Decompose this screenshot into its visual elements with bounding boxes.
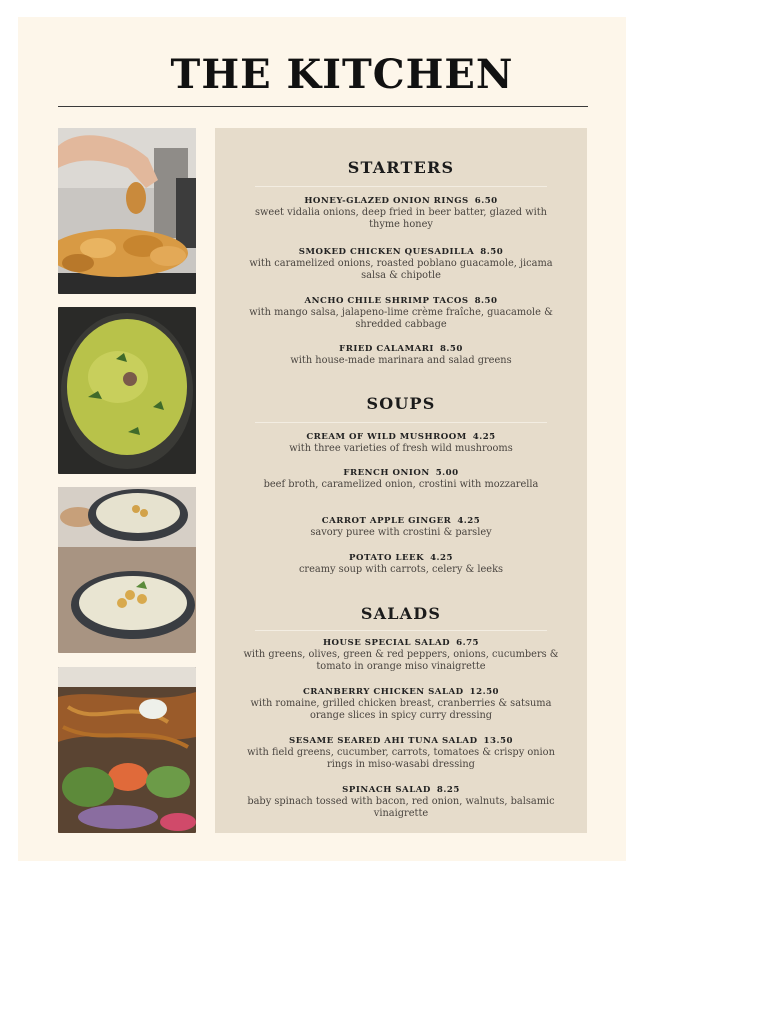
item-price: 5.00 (435, 468, 459, 478)
item-name: ANCHO CHILE SHRIMP TACOS (304, 296, 469, 306)
item-name: CRANBERRY CHICKEN SALAD (302, 687, 464, 697)
menu-item (243, 736, 559, 771)
soup-bowl-photo (58, 307, 196, 474)
item-description: with house-made marinara and salad greens (290, 355, 512, 366)
menu-item (243, 687, 559, 722)
menu-item (243, 296, 559, 331)
item-price: 8.50 (474, 296, 498, 306)
item-name: SMOKED CHICKEN QUESADILLA (298, 247, 475, 257)
item-name: SPINACH SALAD (342, 785, 431, 795)
item-price: 12.50 (469, 687, 500, 697)
section-divider (255, 422, 547, 423)
item-name: POTATO LEEK (349, 553, 425, 563)
item-name: CARROT APPLE GINGER (321, 516, 452, 526)
item-name: HOUSE SPECIAL SALAD (322, 638, 451, 648)
section-divider (255, 630, 547, 631)
item-price: 6.50 (474, 196, 498, 206)
section-title-soups: SOUPS (366, 394, 436, 413)
item-price: 8.25 (436, 785, 460, 795)
item-name: FRENCH ONION (343, 468, 430, 478)
salad-photo (58, 667, 196, 833)
page-title: THE KITCHEN (170, 51, 514, 98)
item-description: with greens, olives, green & red peppers, onions, cucumbers & tomato in orange miso vinaigrette (243, 649, 559, 672)
item-description: sweet vidalia onions, deep fried in beer batter, glazed with thyme honey (255, 207, 547, 230)
item-description: creamy soup with carrots, celery & leeks (298, 564, 504, 575)
item-description: baby spinach tossed with bacon, red onion, walnuts, balsamic vinaigrette (247, 796, 555, 819)
menu-item (243, 785, 559, 820)
item-price: 8.50 (480, 247, 504, 257)
menu-page (18, 17, 626, 861)
item-price: 4.25 (430, 553, 453, 563)
section-title-salads: SALADS (360, 604, 442, 623)
item-description: savory puree with crostini & parsley (310, 527, 492, 538)
soup-bowls-photo (58, 487, 196, 653)
item-description: with caramelized onions, roasted poblano guacamole, jicama salsa & chipotle (249, 258, 553, 281)
item-description: with mango salsa, jalapeno-lime crème fraîche, guacamole & shredded cabbage (249, 307, 553, 330)
item-price: 4.25 (457, 516, 481, 526)
item-description: with field greens, cucumber, carrots, tomatoes & crispy onion rings in miso-wasabi dressing (247, 747, 555, 770)
menu-item (243, 553, 559, 576)
menu-item (243, 516, 559, 539)
item-description: with romaine, grilled chicken breast, cranberries & satsuma orange slices in spicy curry dressing (250, 698, 552, 721)
item-name: CREAM OF WILD MUSHROOM (306, 432, 467, 442)
item-price: 6.75 (456, 638, 480, 648)
item-description: with three varieties of fresh wild mushrooms (289, 443, 513, 454)
menu-item (243, 344, 559, 367)
item-name: HONEY-GLAZED ONION RINGS (304, 196, 469, 206)
item-price: 4.25 (472, 432, 496, 442)
menu-item (243, 638, 559, 673)
section-title-starters: STARTERS (347, 158, 455, 177)
menu-item (243, 468, 559, 491)
title-divider (58, 106, 588, 107)
item-description: beef broth, caramelized onion, crostini with mozzarella (263, 479, 539, 490)
onion-rings-photo (58, 128, 196, 294)
item-price: 13.50 (483, 736, 513, 746)
section-divider (255, 186, 547, 187)
item-name: SESAME SEARED AHI TUNA SALAD (289, 736, 478, 746)
menu-panel (215, 128, 587, 833)
menu-item (243, 196, 559, 231)
menu-item (243, 432, 559, 455)
menu-item (243, 247, 559, 282)
item-name: FRIED CALAMARI (339, 344, 434, 354)
item-price: 8.50 (439, 344, 463, 354)
